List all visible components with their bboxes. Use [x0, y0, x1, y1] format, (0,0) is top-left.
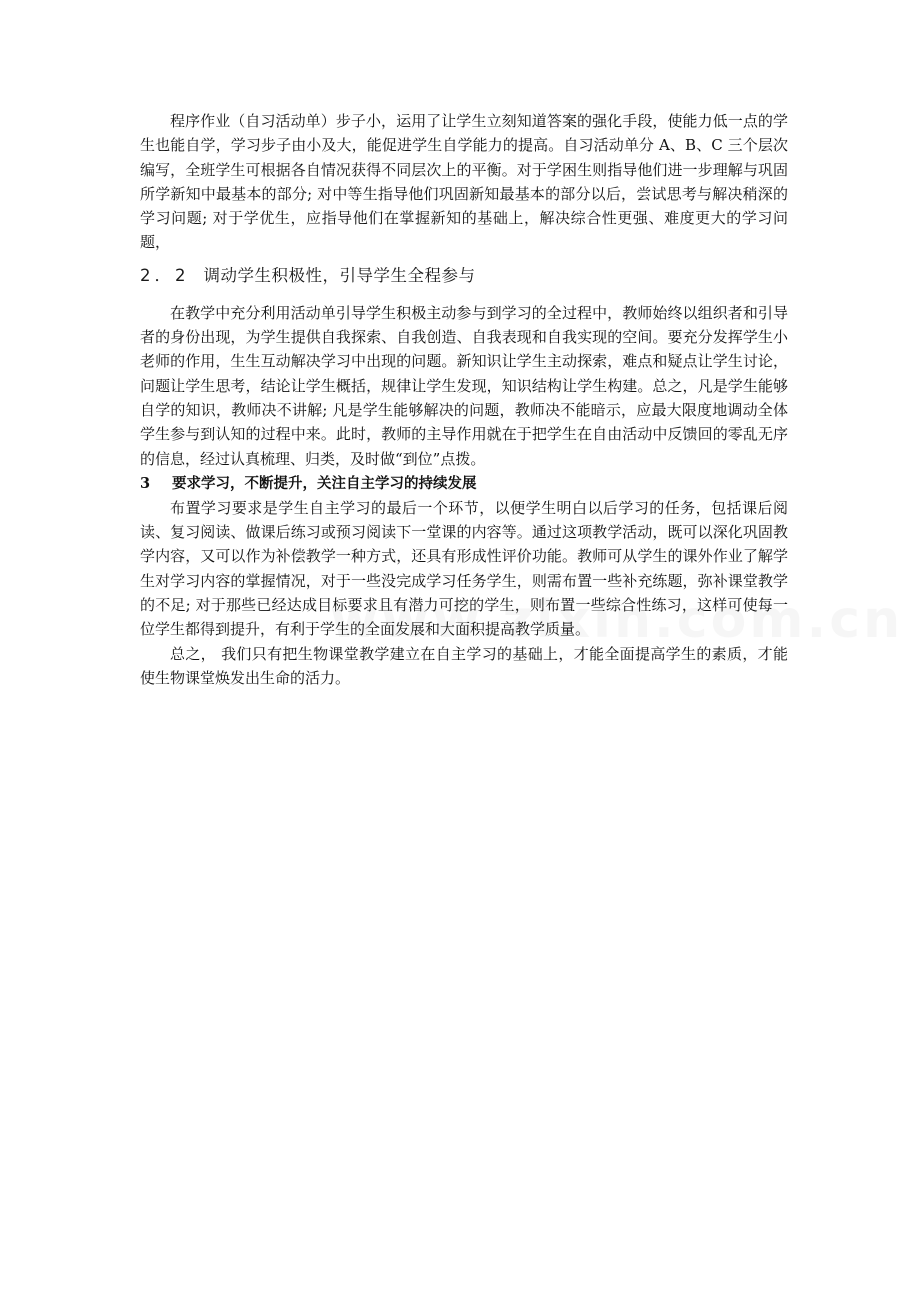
- section-number: 3: [140, 474, 151, 492]
- document-body: [140, 109, 788, 690]
- section-heading-2-2: [140, 264, 788, 288]
- paragraph-conclusion: 总之， 我们只有把生物课堂教学建立在自主学习的基础上，才能全面提高学生的素质，才能使生物课堂焕发出生命的活力。: [140, 644, 788, 687]
- section-number: 2．2: [140, 265, 190, 285]
- paragraph-learning-requirements: 布置学习要求是学生自主学习的最后一个环节，以便学生明白以后学习的任务，包括课后阅读、复习阅读、做课后练习或预习阅读下一堂课的内容等。通过这项教学活动，既可以深化巩固教学内容，又可以作为补偿教学一种方式，还具有形成性评价功能。教师可从学生的课外作业了解学生对学习内容的掌握情况，对于一些没完成学习任务学生，则需布置一些补充练题，弥补课堂教学的不足; 对于那些已经达成目标要求且有潜力可挖的学生，则布置一些综合性练习，这样可使每一位学生都得到提升，有利于学生的全面发展和大面积提高教学质量。: [140, 498, 788, 639]
- paragraph-student-participation: 在教学中充分利用活动单引导学生积极主动参与到学习的全过程中，教师始终以组织者和引导者的身份出现，为学生提供自我探索、自我创造、自我表现和自我实现的空间。要充分发挥学生小老师的作用，生生互动解决学习中出现的问题。新知识让学生主动探索，难点和疑点让学生讨论，问题让学生思考，结论让学生概括，规律让学生发现，知识结构让学生构建。总之，凡是学生能够自学的知识，教师决不讲解; 凡是学生能够解决的问题，教师决不能暗示，应最大限度地调动全体学生参与到认知的过程中来。此时，教师的主导作用就在于把学生在自由活动中反馈回的零乱无序的信息，经过认真梳理、归类，及时做“到位”点拨。: [140, 303, 788, 468]
- section-title: 要求学习，不断提升，关注自主学习的持续发展: [172, 474, 477, 492]
- section-heading-3: [140, 472, 788, 496]
- paragraph-self-study-worksheet: 程序作业（自习活动单）步子小，运用了让学生立刻知道答案的强化手段，使能力低一点的学生也能自学，学习步子由小及大，能促进学生自学能力的提高。自习活动单分 A、B、C 三个层次编写，全班学生可根据各自情况获得不同层次上的平衡。对于学困生则指导他们进一步理解与巩固所学新知中最基本的部分; 对中等生指导他们巩固新知最基本的部分以后，尝试思考与解决稍深的学习问题; 对于学优生，应指导他们在掌握新知的基础上，解决综合性更强、难度更大的学习问题，: [140, 112, 788, 252]
- section-title: 调动学生积极性，引导学生全程参与: [203, 265, 476, 285]
